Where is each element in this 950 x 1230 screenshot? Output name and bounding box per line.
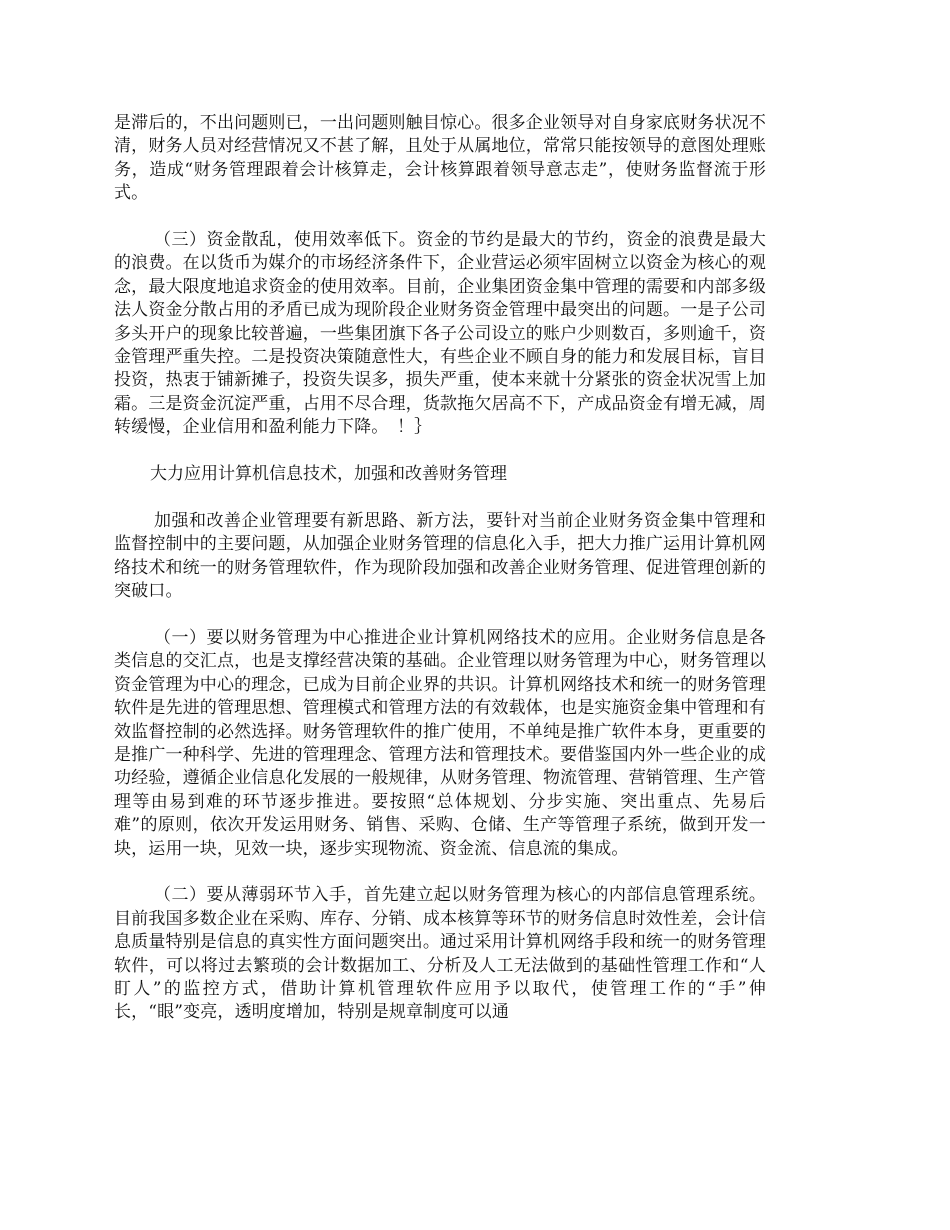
paragraph-capital-scattered: （三）资金散乱，使用效率低下。资金的节约是最大的节约，资金的浪费是最大的浪费。在以货币为媒介的市场经济条件下，企业营运必须牢固树立以资金为核心的观念，最大限度地追求资金的使用效率。目前，企业集团资金集中管理的需要和内部多级法人资金分散占用的矛盾已成为现阶段企业财务资金管理中最突出的问题。一是子公司多头开户的现象比较普遍，一些集团旗下各子公司设立的账户少则数百，多则逾千，资金管理严重失控。二是投资决策随意性大，有些企业不顾自身的能力和发展目标，盲目投资，热衷于铺新摊子，投资失误多，损失严重，使本来就十分紧张的资金状况雪上加霜。三是资金沉淀严重，占用不尽合理，货款拖欠居高不下，产成品资金有增无减，周转缓慢，企业信用和盈利能力下降。 ！｝: [114, 230, 766, 438]
section-heading-it-application: 大力应用计算机信息技术，加强和改善财务管理: [150, 464, 507, 485]
document-page: [114, 112, 766, 1048]
paragraph-new-approach: 加强和改善企业管理要有新思路、新方法，要针对当前企业财务资金集中管理和监督控制中的主要问题，从加强企业财务管理的信息化入手，把大力推广运用计算机网络技术和统一的财务管理软件，作为现阶段加强和改善企业财务管理、促进管理创新的突破口。: [114, 510, 766, 602]
paragraph-financial-supervision: 是滞后的，不出问题则已，一出问题则触目惊心。很多企业领导对自身家底财务状况不清，财务人员对经营情况又不甚了解，且处于从属地位，常常只能按领导的意图处理账务，造成“财务管理跟着会计核算走，会计核算跟着领导意志走”，使财务监督流于形式。: [114, 113, 766, 204]
paragraph-network-technology: （一）要以财务管理为中心推进企业计算机网络技术的应用。企业财务信息是各类信息的交汇点，也是支撑经营决策的基础。企业管理以财务管理为中心，财务管理以资金管理为中心的理念，已成为目前企业界的共识。计算机网络技术和统一的财务管理软件是先进的管理思想、管理模式和管理方法的有效载体，也是实施资金集中管理和有效监督控制的必然选择。财务管理软件的推广使用，不单纯是推广软件本身，更重要的是推广一种科学、先进的管理理念、管理方法和管理技术。要借鉴国内外一些企业的成功经验，遵循企业信息化发展的一般规律，从财务管理、物流管理、营销管理、生产管理等由易到难的环节逐步推进。要按照“总体规划、分步实施、突出重点、先易后难”的原则，依次开发运用财务、销售、采购、仓储、生产等管理子系统，做到开发一块，运用一块，见效一块，逐步实现物流、资金流、信息流的集成。: [114, 627, 766, 859]
paragraph-weak-links: （二）要从薄弱环节入手，首先建立起以财务管理为核心的内部信息管理系统。目前我国多数企业在采购、库存、分销、成本核算等环节的财务信息时效性差，会计信息质量特别是信息的真实性方面问题突出。通过采用计算机网络手段和统一的财务管理软件，可以将过去繁琐的会计数据加工、分析及人工无法做到的基础性管理工作和“人盯人”的监控方式，借助计算机管理软件应用予以取代，使管理工作的“手”伸长，“眼”变亮，透明度增加，特别是规章制度可以通: [114, 885, 766, 1023]
